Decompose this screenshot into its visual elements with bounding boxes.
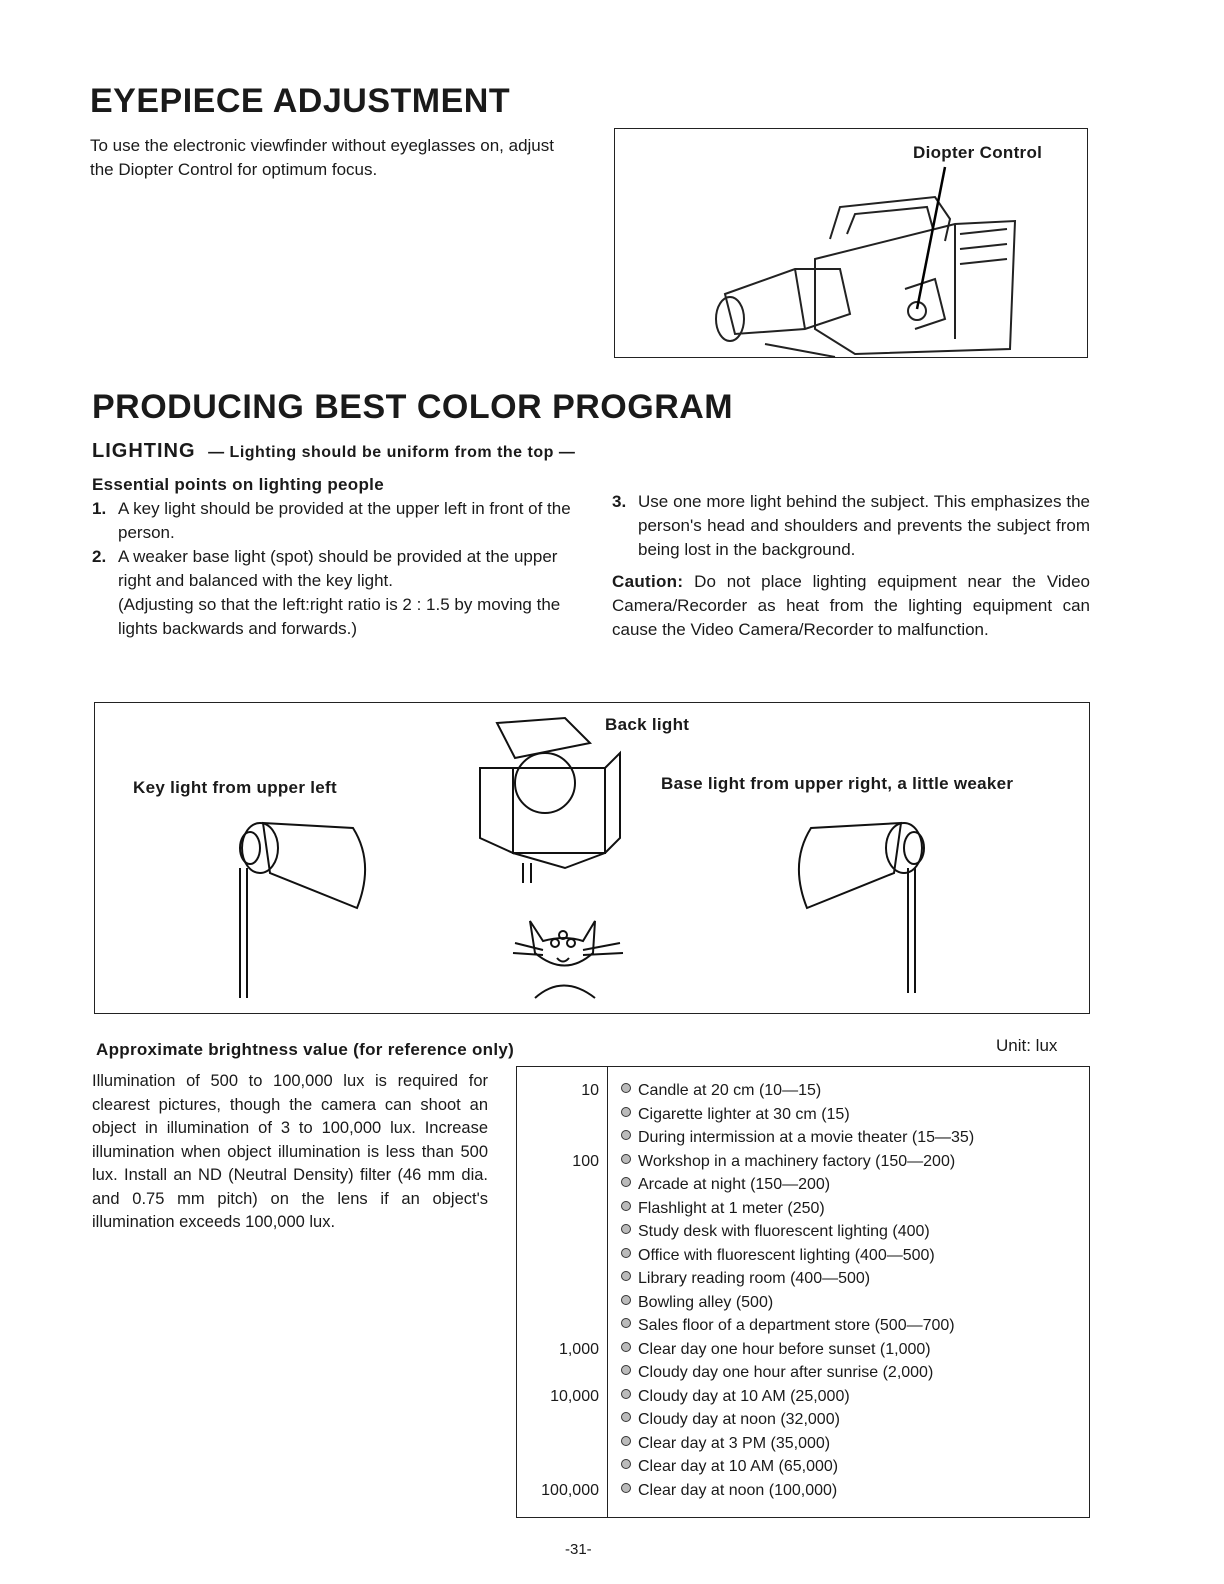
bullet-icon bbox=[621, 1201, 631, 1211]
points-list bbox=[92, 497, 572, 593]
bullet-icon bbox=[621, 1130, 631, 1140]
reference-item-text: Bowling alley (500) bbox=[638, 1293, 774, 1311]
reference-item-text: Cloudy day at 10 AM (25,000) bbox=[638, 1387, 850, 1405]
base-light-label: Base light from upper right, a little weaker bbox=[661, 774, 1014, 793]
bullet-icon bbox=[621, 1436, 631, 1446]
eyepiece-text: To use the electronic viewfinder without eyeglasses on, adjust the Diopter Control for optimum focus. bbox=[90, 136, 554, 179]
reference-row bbox=[517, 1314, 1089, 1338]
brightness-description: Illumination of 500 to 100,000 lux is required for clearest pictures, though the camera can shoot an object in illumination of 3 to 100,000 lux. Increase illumination when object illumination is less than 500 lux. Install an ND (Neutral Density) filter (46 mm dia. and 0.75 mm pitch) on the lens if an object's illumination exceeds 100,000 lux. bbox=[92, 1072, 488, 1231]
right-column bbox=[612, 490, 1090, 642]
reference-item-text: Cigarette lighter at 30 cm (15) bbox=[638, 1105, 850, 1123]
reference-row bbox=[517, 1455, 1089, 1479]
reference-item bbox=[609, 1291, 773, 1315]
points-list-cont bbox=[612, 490, 1090, 562]
bullet-icon bbox=[621, 1365, 631, 1375]
lighting-illustration bbox=[95, 703, 1089, 1013]
reference-item-text: Clear day one hour before sunset (1,000) bbox=[638, 1340, 931, 1358]
reference-row bbox=[517, 1432, 1089, 1456]
reference-item-text: Study desk with fluorescent lighting (400) bbox=[638, 1223, 930, 1240]
bullet-icon bbox=[621, 1459, 631, 1469]
lighting-figure bbox=[94, 702, 1090, 1014]
reference-item bbox=[609, 1432, 830, 1456]
reference-row bbox=[517, 1220, 1089, 1244]
bullet-icon bbox=[621, 1083, 631, 1093]
reference-item bbox=[609, 1079, 821, 1103]
reference-item-text: Candle at 20 cm (10—15) bbox=[638, 1082, 822, 1099]
reference-row bbox=[517, 1197, 1089, 1221]
key-light-label: Key light from upper left bbox=[133, 778, 337, 797]
reference-item-text: Workshop in a machinery factory (150—200) bbox=[638, 1152, 956, 1170]
scale-value bbox=[517, 1314, 609, 1338]
scale-value bbox=[517, 1291, 609, 1315]
scale-value bbox=[517, 1173, 609, 1197]
reference-row bbox=[517, 1479, 1089, 1503]
point-1-num: 1. bbox=[92, 499, 107, 518]
caution bbox=[612, 570, 1090, 642]
reference-item-text: Clear day at 10 AM (65,000) bbox=[638, 1458, 839, 1475]
point-1-text: A key light should be provided at the upper left in front of the person. bbox=[118, 499, 571, 542]
camera-illustration bbox=[615, 129, 1087, 357]
point-3-text: Use one more light behind the subject. This emphasizes the person's head and shoulders and prevents the subject from being lost in the background. bbox=[638, 492, 1090, 559]
bullet-icon bbox=[621, 1271, 631, 1281]
eyepiece-title: EYEPIECE ADJUSTMENT bbox=[90, 82, 511, 120]
point-3 bbox=[612, 490, 1090, 562]
bullet-icon bbox=[621, 1177, 631, 1187]
point-2-text: A weaker base light (spot) should be provided at the upper right and balanced with the key light. bbox=[118, 547, 558, 590]
reference-row bbox=[517, 1338, 1089, 1362]
reference-item bbox=[609, 1338, 931, 1362]
scale-value bbox=[517, 1267, 609, 1291]
reference-item bbox=[609, 1479, 837, 1503]
point-1 bbox=[92, 497, 572, 545]
point-3-num: 3. bbox=[612, 492, 627, 511]
reference-item bbox=[609, 1408, 840, 1432]
bullet-icon bbox=[621, 1342, 631, 1352]
reference-item-text: Sales floor of a department store (500—700) bbox=[638, 1317, 955, 1334]
bullet-icon bbox=[621, 1483, 631, 1493]
scale-value bbox=[517, 1432, 609, 1456]
reference-item bbox=[609, 1385, 850, 1409]
reference-row bbox=[517, 1408, 1089, 1432]
scale-value bbox=[517, 1220, 609, 1244]
bullet-icon bbox=[621, 1107, 631, 1117]
reference-item bbox=[609, 1126, 974, 1150]
scale-value bbox=[517, 1455, 609, 1479]
program-title: PRODUCING BEST COLOR PROGRAM bbox=[92, 388, 734, 426]
adjusting-note: (Adjusting so that the left:right ratio is 2 : 1.5 by moving the lights backwards and forwards.) bbox=[118, 595, 561, 638]
unit-label: Unit: lux bbox=[996, 1036, 1058, 1055]
lighting-heading bbox=[92, 440, 575, 463]
caution-label: Caution: bbox=[612, 572, 684, 591]
point-2-num: 2. bbox=[92, 547, 107, 566]
reference-item-text: Clear day at noon (100,000) bbox=[638, 1481, 838, 1499]
reference-row bbox=[517, 1173, 1089, 1197]
brightness-heading: Approximate brightness value (for reference only) bbox=[96, 1040, 515, 1059]
bullet-icon bbox=[621, 1154, 631, 1164]
reference-item bbox=[609, 1173, 830, 1197]
scale-value bbox=[517, 1126, 609, 1150]
bullet-icon bbox=[621, 1248, 631, 1258]
caution-text: Do not place lighting equipment near the Video Camera/Recorder as heat from the lighting equipment can cause the Video Camera/Recorder to malfunction. bbox=[612, 572, 1090, 639]
reference-item bbox=[609, 1103, 850, 1127]
reference-item-text: Office with fluorescent lighting (400—500) bbox=[638, 1246, 935, 1264]
page-number: -31- bbox=[565, 1541, 592, 1558]
scale-value: 10 bbox=[581, 1082, 599, 1099]
reference-rows bbox=[517, 1079, 1089, 1502]
reference-row bbox=[517, 1361, 1089, 1385]
lighting-subtitle: — Lighting should be uniform from the top — bbox=[208, 444, 576, 461]
scale-value bbox=[517, 1408, 609, 1432]
scale-value bbox=[517, 1197, 609, 1221]
reference-item bbox=[609, 1220, 930, 1244]
reference-item-text: Cloudy day one hour after sunrise (2,000) bbox=[638, 1364, 934, 1381]
bullet-icon bbox=[621, 1224, 631, 1234]
lighting-title: LIGHTING bbox=[92, 440, 196, 462]
scale-value bbox=[517, 1361, 609, 1385]
reference-item bbox=[609, 1455, 838, 1479]
reference-item bbox=[609, 1197, 825, 1221]
reference-item bbox=[609, 1267, 870, 1291]
reference-row bbox=[517, 1244, 1089, 1268]
reference-row bbox=[517, 1126, 1089, 1150]
reference-item-text: During intermission at a movie theater (15—35) bbox=[638, 1129, 975, 1146]
reference-item-text: Flashlight at 1 meter (250) bbox=[638, 1199, 825, 1217]
reference-row bbox=[517, 1103, 1089, 1127]
reference-item bbox=[609, 1361, 933, 1385]
scale-divider bbox=[607, 1067, 608, 1517]
reference-row bbox=[517, 1291, 1089, 1315]
essential-heading: Essential points on lighting people bbox=[92, 475, 384, 494]
bullet-icon bbox=[621, 1412, 631, 1422]
reference-row bbox=[517, 1267, 1089, 1291]
scale-value: 100,000 bbox=[541, 1481, 599, 1499]
scale-value: 100 bbox=[572, 1152, 599, 1170]
reference-row bbox=[517, 1150, 1089, 1174]
cat-face-icon bbox=[513, 921, 623, 998]
reference-row bbox=[517, 1079, 1089, 1103]
scale-value: 10,000 bbox=[550, 1387, 599, 1405]
back-light-icon bbox=[480, 718, 620, 883]
scale-value: 1,000 bbox=[558, 1340, 599, 1358]
bullet-icon bbox=[621, 1389, 631, 1399]
reference-item bbox=[609, 1314, 955, 1338]
reference-item-text: Library reading room (400—500) bbox=[638, 1270, 871, 1287]
reference-row bbox=[517, 1385, 1089, 1409]
back-light-label: Back light bbox=[605, 715, 690, 734]
diopter-control-label: Diopter Control bbox=[913, 143, 1043, 162]
essential-points bbox=[92, 475, 572, 641]
base-light-icon bbox=[799, 823, 924, 993]
bullet-icon bbox=[621, 1295, 631, 1305]
key-light-icon bbox=[240, 823, 365, 998]
bullet-icon bbox=[621, 1318, 631, 1328]
reference-item bbox=[609, 1244, 935, 1268]
diopter-figure bbox=[614, 128, 1088, 358]
brightness-table bbox=[516, 1066, 1090, 1518]
reference-item-text: Clear day at 3 PM (35,000) bbox=[638, 1434, 831, 1452]
reference-item-text: Cloudy day at noon (32,000) bbox=[638, 1411, 840, 1428]
scale-value bbox=[517, 1103, 609, 1127]
point-2 bbox=[92, 545, 572, 593]
reference-item-text: Arcade at night (150—200) bbox=[638, 1176, 831, 1193]
reference-item bbox=[609, 1150, 955, 1174]
scale-value bbox=[517, 1244, 609, 1268]
